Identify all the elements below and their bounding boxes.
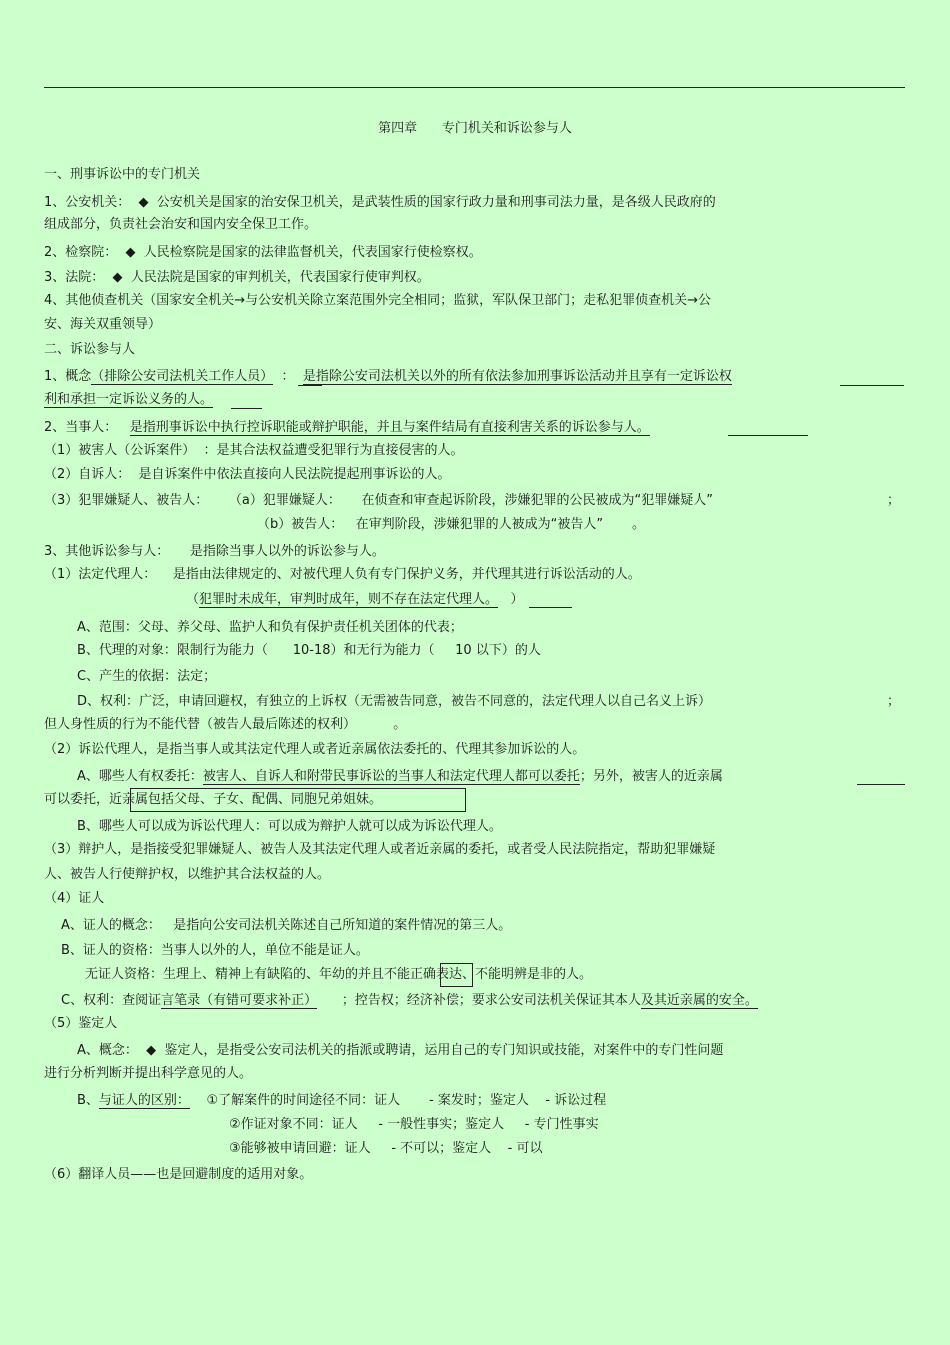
concept-line-2: 利和承担一定诉讼义务的人。 xyxy=(44,392,214,407)
other-participants-line: 3、其他诉讼参与人： 是指除当事人以外的诉讼参与人。 xyxy=(44,544,385,559)
basis-line: C、产生的依据：法定； xyxy=(77,669,217,684)
blank-underline xyxy=(298,385,322,386)
section-heading-2: 二、诉讼参与人 xyxy=(44,342,136,357)
blank-underline xyxy=(728,435,808,436)
witness-qualification-line: B、证人的资格：当事人以外的人，单位不能是证人。 xyxy=(61,943,369,958)
rights-line-2: 但人身性质的行为不能代替（被告人最后陈述的权利） 。 xyxy=(44,717,407,732)
chapter-title: 第四章 专门机关和诉讼参与人 xyxy=(378,121,572,136)
who-can-be-agent-line: B、哪些人可以成为诉讼代理人：可以成为辩护人就可以成为诉讼代理人。 xyxy=(77,819,502,834)
difference-line-1: B、与证人的区别： ①了解案件的时间途径不同：证人 - 案发时；鉴定人 - 诉讼过程 xyxy=(77,1093,607,1108)
who-may-entrust-line-2: 可以委托，近亲属包括父母、子女、配偶、同胞兄弟姐妹。 xyxy=(44,792,383,807)
rights-line-1: D、权利：广泛，申请回避权，有独立的上诉权（无需被告同意，被告不同意的，法定代理人以自己名义上诉） xyxy=(77,694,712,709)
blank-underline xyxy=(529,607,572,608)
no-qualification-line: 无证人资格：生理上、精神上有缺陷的、年幼的并且不能正确表达、不能明辨是非的人。 xyxy=(85,967,593,982)
witness-heading: （4）证人 xyxy=(44,891,105,906)
difference-line-3: ③能够被申请回避：证人 - 不可以；鉴定人 - 可以 xyxy=(229,1141,543,1156)
section-heading-1: 一、刑事诉讼中的专门机关 xyxy=(44,167,201,182)
difference-line-2: ②作证对象不同：证人 - 一般性事实；鉴定人 - 专门性事实 xyxy=(229,1117,599,1132)
highlight-box xyxy=(130,788,466,812)
legal-agent-line: （1）法定代理人： 是指由法律规定的、对被代理人负有专门保护义务，并代理其进行诉讼活动的人。 xyxy=(44,567,641,582)
victim-line: （1）被害人（公诉案件） ：是其合法权益遭受犯罪行为直接侵害的人。 xyxy=(44,443,464,458)
police-line-2: 组成部分，负责社会治安和国内安全保卫工作。 xyxy=(44,217,318,232)
police-line-1: 1、公安机关： ◆ 公安机关是国家的治安保卫机关，是武装性质的国家行政力量和刑事司法力量，是各级人民政府的 xyxy=(44,195,716,210)
scope-line: A、范围：父母、养父母、监护人和负有保护责任机关团体的代表； xyxy=(77,620,463,635)
legal-agent-note: （犯罪时未成年，审判时成年，则不存在法定代理人。 ） xyxy=(186,592,524,607)
expert-concept-line-1: A、概念： ◆ 鉴定人，是指受公安司法机关的指派或聘请，运用自己的专门知识或技能，对案件中的专门性问题 xyxy=(77,1043,724,1058)
procuratorate-line: 2、检察院： ◆ 人民检察院是国家的法律监督机关，代表国家行使检察权。 xyxy=(44,245,482,260)
witness-rights-line: C、权利：查阅证言笔录（有错可要求补正） ；控告权；经济补偿；要求公安司法机关保证其本人及其近亲属的安全。 xyxy=(61,993,758,1008)
who-may-entrust-line-1: A、哪些人有权委托：被害人、自诉人和附带民事诉讼的当事人和法定代理人都可以委托；另外，被害人的近亲属 xyxy=(77,769,723,784)
concept-line-1: 1、概念（排除公安司法机关工作人员） ： 是指除公安司法机关以外的所有依法参加刑事诉讼活动并且享有一定诉讼权 xyxy=(44,369,732,384)
blank-underline xyxy=(231,408,262,409)
defendant-line: （b）被告人： 在审判阶段，涉嫌犯罪的人被成为“被告人” 。 xyxy=(257,517,646,532)
litigation-agent-line: （2）诉讼代理人，是指当事人或其法定代理人或者近亲属依法委托的、代理其参加诉讼的人。 xyxy=(44,742,586,757)
expert-concept-line-2: 进行分析判断并提出科学意见的人。 xyxy=(44,1066,253,1081)
expert-heading: （5）鉴定人 xyxy=(44,1016,118,1031)
defender-line-1: （3）辩护人，是指接受犯罪嫌疑人、被告人及其法定代理人或者近亲属的委托，或者受人民法院指定，帮助犯罪嫌疑 xyxy=(44,842,716,857)
semicolon: ； xyxy=(887,493,901,508)
defender-line-2: 人、被告人行使辩护权，以维护其合法权益的人。 xyxy=(44,867,331,882)
private-prosecutor-line: （2）自诉人： 是自诉案件中依法直接向人民法院提起刑事诉讼的人。 xyxy=(44,467,451,482)
party-definition-line: 2、当事人： 是指刑事诉讼中执行控诉职能或辩护职能，并且与案件结局有直接利害关系的诉讼参与人。 xyxy=(44,420,650,435)
semicolon: ； xyxy=(887,694,901,709)
agency-object-line: B、代理的对象：限制行为能力（ 10-18）和无行为能力（ 10 以下）的人 xyxy=(77,643,541,658)
other-investigation-line-2: 安、海关双重领导） xyxy=(44,317,162,332)
blank-underline xyxy=(857,784,905,785)
header-rule xyxy=(44,87,905,88)
highlight-box xyxy=(440,963,473,987)
suspect-line: （3）犯罪嫌疑人、被告人： （a）犯罪嫌疑人： 在侦查和审查起诉阶段，涉嫌犯罪的公民被成为“犯罪嫌疑人” xyxy=(44,493,714,508)
other-investigation-line-1: 4、其他侦查机关（国家安全机关→与公安机关除立案范围外完全相同；监狱，军队保卫部门；走私犯罪侦查机关→公 xyxy=(44,293,712,308)
witness-concept-line: A、证人的概念： 是指向公安司法机关陈述自己所知道的案件情况的第三人。 xyxy=(61,918,512,933)
blank-underline xyxy=(840,385,904,386)
translator-line: （6）翻译人员——也是回避制度的适用对象。 xyxy=(44,1167,313,1182)
court-line: 3、法院： ◆ 人民法院是国家的审判机关，代表国家行使审判权。 xyxy=(44,270,430,285)
